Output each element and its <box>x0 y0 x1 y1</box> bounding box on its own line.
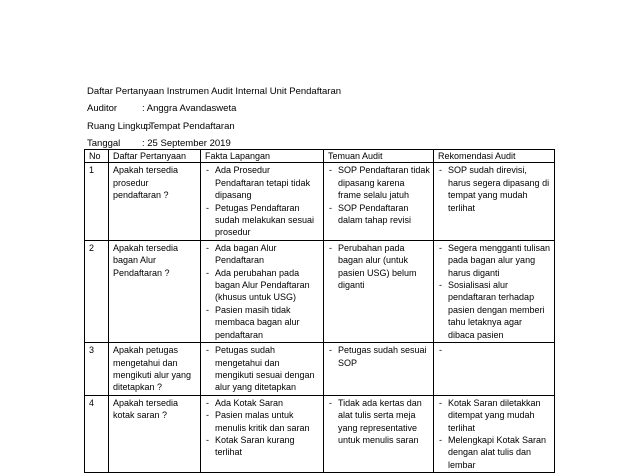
list-item: - Kotak Saran diletakkan ditempat yang mudah terlihat <box>438 397 551 434</box>
list-item: - Ada perubahan pada bagan Alur Pendaftaran (khusus untuk USG) <box>205 267 320 304</box>
findings-cell <box>324 240 434 342</box>
column-header-facts: Fakta Lapangan <box>201 150 324 163</box>
list-item: - SOP sudah direvisi, harus segera dipasang di tempat yang mudah terlihat <box>438 164 551 214</box>
facts-cell <box>201 395 324 472</box>
table-row <box>85 240 555 342</box>
question-cell: Apakah tersedia bagan Alur Pendaftaran ? <box>109 240 201 342</box>
auditor-value: : Anggra Avandasweta <box>142 103 237 115</box>
column-header-findings: Temuan Audit <box>324 150 434 163</box>
recommendations-cell <box>434 343 555 396</box>
date-value: : 25 September 2019 <box>142 138 231 150</box>
list-item: - Ada bagan Alur Pendaftaran <box>205 242 320 267</box>
table-row <box>85 163 555 240</box>
auditor-row <box>87 100 341 117</box>
column-header-question: Daftar Pertanyaan <box>109 150 201 163</box>
list-item: - Segera mengganti tulisan pada bagan alur yang harus diganti <box>438 242 551 279</box>
recommendations-cell <box>434 163 555 240</box>
table-header-row <box>85 150 555 163</box>
findings-list <box>328 344 430 369</box>
list-item: - Sosialisasi alur pendaftaran terhadap pasien dengan memberi tahu letaknya agar dibaca pasien <box>438 279 551 341</box>
auditor-label: Auditor <box>87 103 118 115</box>
facts-cell <box>201 163 324 240</box>
document-header <box>87 83 341 153</box>
document-title: Daftar Pertanyaan Instrumen Audit Internal Unit Pendaftaran <box>87 86 342 97</box>
list-item: - SOP Pendaftaran dalam tahap revisi <box>328 202 430 227</box>
table-row <box>85 343 555 396</box>
findings-cell <box>324 343 434 396</box>
row-number: 4 <box>85 395 109 472</box>
facts-list <box>205 164 320 238</box>
list-item: - Ada Prosedur Pendaftaran tetapi tidak dipasang <box>205 164 320 201</box>
column-header-no: No <box>85 150 109 163</box>
findings-cell <box>324 163 434 240</box>
scope-row <box>87 118 341 135</box>
recommendations-list <box>438 397 551 471</box>
recommendations-list <box>438 242 551 341</box>
list-item: - Kotak Saran kurang terlihat <box>205 434 320 459</box>
row-number: 3 <box>85 343 109 396</box>
facts-cell <box>201 343 324 396</box>
scope-label: Ruang Lingkup <box>87 120 151 132</box>
list-item: - SOP Pendaftaran tidak dipasang karena frame selalu jatuh <box>328 164 430 201</box>
list-item: - Pasien malas untuk menulis kritik dan saran <box>205 409 320 434</box>
facts-cell <box>201 240 324 342</box>
column-header-recommendations: Rekomendasi Audit <box>434 150 555 163</box>
list-item: - Ada Kotak Saran <box>205 397 320 409</box>
facts-list <box>205 397 320 459</box>
list-item: - Perubahan pada bagan alur (untuk pasien USG) belum diganti <box>328 242 430 292</box>
audit-questions-table <box>84 149 555 473</box>
question-cell: Apakah tersedia prosedur pendaftaran ? <box>109 163 201 240</box>
recommendations-cell <box>434 240 555 342</box>
facts-list <box>205 242 320 341</box>
question-cell: Apakah petugas mengetahui dan mengikuti alur yang ditetapkan ? <box>109 343 201 396</box>
table-row <box>85 395 555 472</box>
recommendations-cell <box>434 395 555 472</box>
findings-list <box>328 164 430 226</box>
recommendations-list <box>438 164 551 214</box>
facts-list <box>205 344 320 394</box>
list-item: - Melengkapi Kotak Saran dengan alat tulis dan lembar <box>438 434 551 471</box>
list-item: - Pasien masih tidak membaca bagan alur pendaftaran <box>205 304 320 341</box>
list-item: - Petugas Pendaftaran sudah melakukan sesuai prosedur <box>205 202 320 239</box>
list-item: - Tidak ada kertas dan alat tulis serta meja yang representative untuk menulis saran <box>328 397 430 447</box>
row-number: 1 <box>85 163 109 240</box>
document-title-row <box>87 83 341 100</box>
findings-cell <box>324 395 434 472</box>
question-cell: Apakah tersedia kotak saran ? <box>109 395 201 472</box>
date-label: Tanggal <box>87 138 121 150</box>
list-item: - Petugas sudah mengetahui dan mengikuti sesuai dengan alur yang ditetapkan <box>205 344 320 394</box>
findings-list <box>328 242 430 292</box>
row-number: 2 <box>85 240 109 342</box>
scope-value: : Tempat Pendaftaran <box>144 120 235 132</box>
list-item: - Petugas sudah sesuai SOP <box>328 344 430 369</box>
findings-list <box>328 397 430 447</box>
